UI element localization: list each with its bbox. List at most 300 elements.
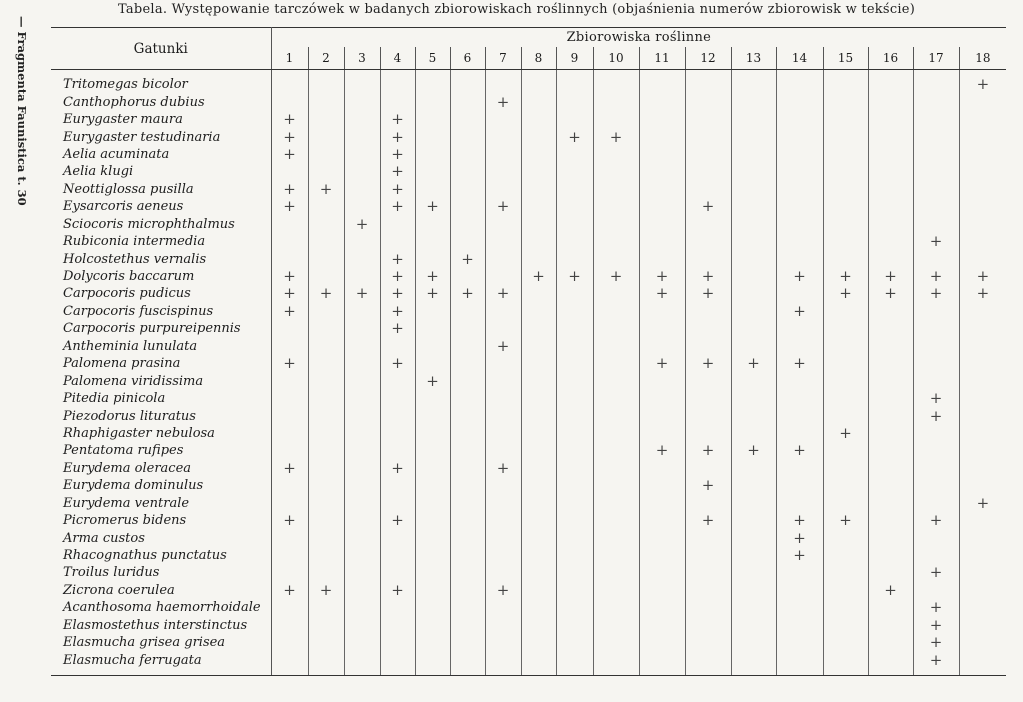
table-cell [823,320,868,337]
table-cell [639,407,685,424]
table-cell [450,93,485,110]
presence-mark: + [685,512,731,529]
table-cell [868,460,913,477]
table-cell [776,285,823,302]
table-cell [731,651,776,675]
table-cell [556,547,593,564]
table-row [51,233,1006,250]
table-cell [521,338,556,355]
table-cell [823,233,868,250]
table-cell [731,512,776,529]
table-cell [639,651,685,675]
table-cell [868,599,913,616]
table-cell [308,320,344,337]
table-cell [556,582,593,599]
table-cell [823,128,868,145]
table-cell [593,372,639,389]
presence-mark: + [521,268,556,285]
table-cell [556,93,593,110]
table-cell [308,599,344,616]
table-cell [913,477,959,494]
table-cell [521,163,556,180]
table-cell [868,146,913,163]
table-cell [344,163,380,180]
table-cell [271,250,308,267]
table-cell [639,634,685,651]
table-cell [639,146,685,163]
table-cell [556,285,593,302]
table-cell [913,495,959,512]
presence-mark: + [776,442,823,459]
table-cell [731,70,776,94]
species-name: Elasmucha grisea grisea [51,634,271,651]
presence-mark: + [731,442,776,459]
table-row [51,338,1006,355]
table-cell [868,651,913,675]
table-cell [521,407,556,424]
table-cell [344,547,380,564]
table-cell [593,495,639,512]
table-cell [308,372,344,389]
table-cell [731,599,776,616]
table-cell [271,634,308,651]
table-cell [415,460,450,477]
table-cell [344,425,380,442]
table-cell [308,216,344,233]
table-cell [556,372,593,389]
presence-mark: + [639,268,685,285]
table-cell [271,338,308,355]
table-cell [913,250,959,267]
table-cell [308,338,344,355]
table-cell [593,303,639,320]
community-number-header: 5 [415,47,450,69]
table-cell [685,181,731,198]
table-row [51,268,1006,285]
table-cell [485,111,521,128]
table-cell [521,198,556,215]
species-name: Rhacognathus punctatus [51,547,271,564]
table-cell [556,564,593,581]
table-cell [271,425,308,442]
species-name: Eurydema dominulus [51,477,271,494]
table-cell [959,163,1006,180]
table-row [51,460,1006,477]
table-cell [308,442,344,459]
table-cell [521,128,556,145]
table-cell [485,70,521,94]
presence-mark: + [776,529,823,546]
table-cell [415,477,450,494]
presence-mark: + [685,477,731,494]
table-cell [485,372,521,389]
table-cell [380,529,415,546]
table-cell [521,320,556,337]
table-cell [344,407,380,424]
table-row [51,372,1006,389]
table-cell [685,70,731,94]
table-cell [556,495,593,512]
table-cell [868,477,913,494]
table-cell [415,407,450,424]
presence-mark: + [283,511,296,530]
table-cell [685,338,731,355]
table-cell [308,198,344,215]
table-cell [415,390,450,407]
species-name: Zicrona coerulea [51,582,271,599]
presence-mark: + [913,390,959,407]
table-cell [556,70,593,94]
table-cell [959,407,1006,424]
table-cell [868,338,913,355]
table-cell [521,617,556,634]
table-cell [731,181,776,198]
table-cell [959,390,1006,407]
presence-mark: + [639,355,685,372]
table-cell [450,320,485,337]
table-row [51,425,1006,442]
table-cell [593,216,639,233]
table-cell [639,111,685,128]
presence-mark: + [380,320,415,337]
table-cell [868,355,913,372]
table-cell [823,303,868,320]
table-cell [556,216,593,233]
table-row [51,582,1006,599]
table-cell [521,233,556,250]
table-cell [521,372,556,389]
table-cell [485,495,521,512]
table-cell [380,442,415,459]
table-cell [731,529,776,546]
table-cell [380,599,415,616]
species-name: Piezodorus lituratus [51,407,271,424]
table-cell [776,111,823,128]
table-cell [485,442,521,459]
table-cell [521,599,556,616]
table-cell [271,617,308,634]
table-cell [823,93,868,110]
table-cell [344,582,380,599]
table-cell [593,93,639,110]
table-cell [271,216,308,233]
presence-mark: + [415,198,450,215]
community-number-header: 12 [685,47,731,69]
table-cell [868,495,913,512]
table-cell [344,320,380,337]
community-number-header: 4 [380,47,415,69]
table-cell [450,407,485,424]
presence-mark: + [685,355,731,372]
table-cell [521,529,556,546]
presence-mark: + [731,355,776,372]
presence-mark: + [450,250,485,267]
species-name: Pitedia pinicola [51,390,271,407]
table-cell [380,338,415,355]
table-cell [485,216,521,233]
table-cell [913,460,959,477]
species-name: Arma custos [51,529,271,546]
table-cell [823,564,868,581]
table-row [51,355,1006,372]
table-cell [731,163,776,180]
presence-mark: + [823,425,868,442]
table-cell [380,93,415,110]
table-row [51,477,1006,494]
table-row [51,146,1006,163]
table-cell [593,250,639,267]
presence-mark: + [308,285,344,302]
table-cell [685,407,731,424]
presence-mark: + [776,268,823,285]
table-cell [485,233,521,250]
table-cell [450,303,485,320]
table-cell [959,442,1006,459]
table-cell [308,268,344,285]
table-row [51,547,1006,564]
species-name: Carpocoris pudicus [51,285,271,302]
table-cell [556,651,593,675]
table-cell [415,355,450,372]
table-cell [450,70,485,94]
community-number-header: 9 [556,47,593,69]
table-cell [959,233,1006,250]
table-cell [959,599,1006,616]
table-cell [344,111,380,128]
table-cell [639,216,685,233]
table-cell [776,216,823,233]
table-cell [913,111,959,128]
table-cell [913,442,959,459]
table-cell [959,547,1006,564]
table-row [51,70,1006,94]
table-cell [308,390,344,407]
presence-mark: + [868,582,913,599]
table-cell [731,268,776,285]
table-cell [485,477,521,494]
table-cell [776,582,823,599]
table-cell [731,617,776,634]
table-cell [485,146,521,163]
table-cell [593,285,639,302]
presence-mark: + [450,285,485,302]
table-cell [380,216,415,233]
table-cell [308,250,344,267]
table-cell [415,146,450,163]
table-cell [556,355,593,372]
table-cell [823,407,868,424]
table-cell [593,111,639,128]
table-cell [485,407,521,424]
table-cell [639,233,685,250]
table-cell [521,70,556,94]
table-cell [639,372,685,389]
table-cell [593,181,639,198]
table-cell [271,442,308,459]
table-cell [380,70,415,94]
presence-mark: + [283,267,296,286]
presence-mark: + [959,495,1006,512]
table-cell [823,163,868,180]
occurrence-table-container [51,27,996,680]
table-cell [450,634,485,651]
table-cell [823,198,868,215]
table-cell [731,250,776,267]
presence-mark: + [913,285,959,302]
table-row [51,250,1006,267]
table-cell [271,372,308,389]
community-number-header: 7 [485,47,521,69]
table-cell [271,564,308,581]
species-name: Elasmucha ferrugata [51,651,271,675]
table-cell [776,250,823,267]
table-cell [868,233,913,250]
table-cell [271,320,308,337]
presence-mark: + [283,180,296,198]
table-cell [685,460,731,477]
table-cell [776,651,823,675]
table-cell [308,425,344,442]
table-row [51,617,1006,634]
table-cell [639,425,685,442]
table-cell [344,617,380,634]
table-cell [308,512,344,529]
species-name: Eurydema oleracea [51,460,271,477]
table-cell [776,617,823,634]
table-cell [521,181,556,198]
table-caption: Tabela. Występowanie tarczówek w badanych zbiorowiskach roślinnych (objaśnienia numerów zbiorowisk w tekście) [118,2,916,17]
table-cell [521,250,556,267]
table-cell [380,651,415,675]
table-cell [868,163,913,180]
table-cell [913,582,959,599]
table-cell [913,338,959,355]
table-cell [593,233,639,250]
table-cell [639,529,685,546]
presence-mark: + [380,146,415,163]
table-cell [450,425,485,442]
table-cell [959,425,1006,442]
table-row [51,442,1006,459]
table-cell [450,495,485,512]
table-cell [823,338,868,355]
presence-mark: + [380,163,415,180]
table-row [51,634,1006,651]
table-row [51,128,1006,145]
table-cell [415,70,450,94]
table-cell [380,233,415,250]
table-cell [868,442,913,459]
table-cell [556,163,593,180]
table-cell [450,460,485,477]
table-cell [913,163,959,180]
table-cell [823,460,868,477]
table-cell [308,355,344,372]
table-cell [776,495,823,512]
table-row [51,495,1006,512]
table-cell [731,582,776,599]
table-cell [593,442,639,459]
table-cell [344,599,380,616]
species-name: Tritomegas bicolor [51,70,271,94]
table-cell [556,146,593,163]
table-cell [308,651,344,675]
table-row [51,651,1006,675]
table-cell [959,320,1006,337]
table-cell [868,181,913,198]
table-cell [271,477,308,494]
table-cell [823,216,868,233]
table-row [51,529,1006,546]
table-cell [344,651,380,675]
community-number-header: 15 [823,47,868,69]
table-cell [731,93,776,110]
table-cell [308,70,344,94]
table-cell [450,512,485,529]
table-cell [593,634,639,651]
table-cell [868,70,913,94]
table-cell [344,442,380,459]
table-cell [639,390,685,407]
table-cell [685,372,731,389]
table-cell [959,651,1006,675]
table-cell [271,233,308,250]
community-number-header: 14 [776,47,823,69]
species-name: Eurydema ventrale [51,495,271,512]
table-cell [823,547,868,564]
presence-mark: + [556,128,593,145]
table-cell [593,564,639,581]
presence-mark: + [776,512,823,529]
table-cell [959,303,1006,320]
presence-mark: + [380,582,415,599]
table-cell [415,128,450,145]
table-cell [868,512,913,529]
table-cell [450,181,485,198]
presence-mark: + [913,599,959,616]
presence-mark: + [913,651,959,675]
table-cell [450,372,485,389]
table-row [51,407,1006,424]
table-cell [776,460,823,477]
table-cell [776,407,823,424]
table-cell [380,477,415,494]
table-cell [415,425,450,442]
table-cell [731,460,776,477]
table-cell [823,355,868,372]
table-cell [450,198,485,215]
table-cell [868,303,913,320]
table-cell [521,460,556,477]
occurrence-table [51,27,1006,676]
species-name: Holcostethus vernalis [51,250,271,267]
table-cell [271,495,308,512]
table-cell [593,355,639,372]
table-cell [485,390,521,407]
table-row [51,599,1006,616]
presence-mark: + [380,303,415,320]
table-cell [450,651,485,675]
table-cell [593,529,639,546]
table-cell [485,512,521,529]
presence-mark: + [380,198,415,215]
table-cell [731,407,776,424]
table-cell [959,250,1006,267]
table-cell [685,146,731,163]
table-cell [415,233,450,250]
table-cell [521,93,556,110]
table-cell [556,442,593,459]
